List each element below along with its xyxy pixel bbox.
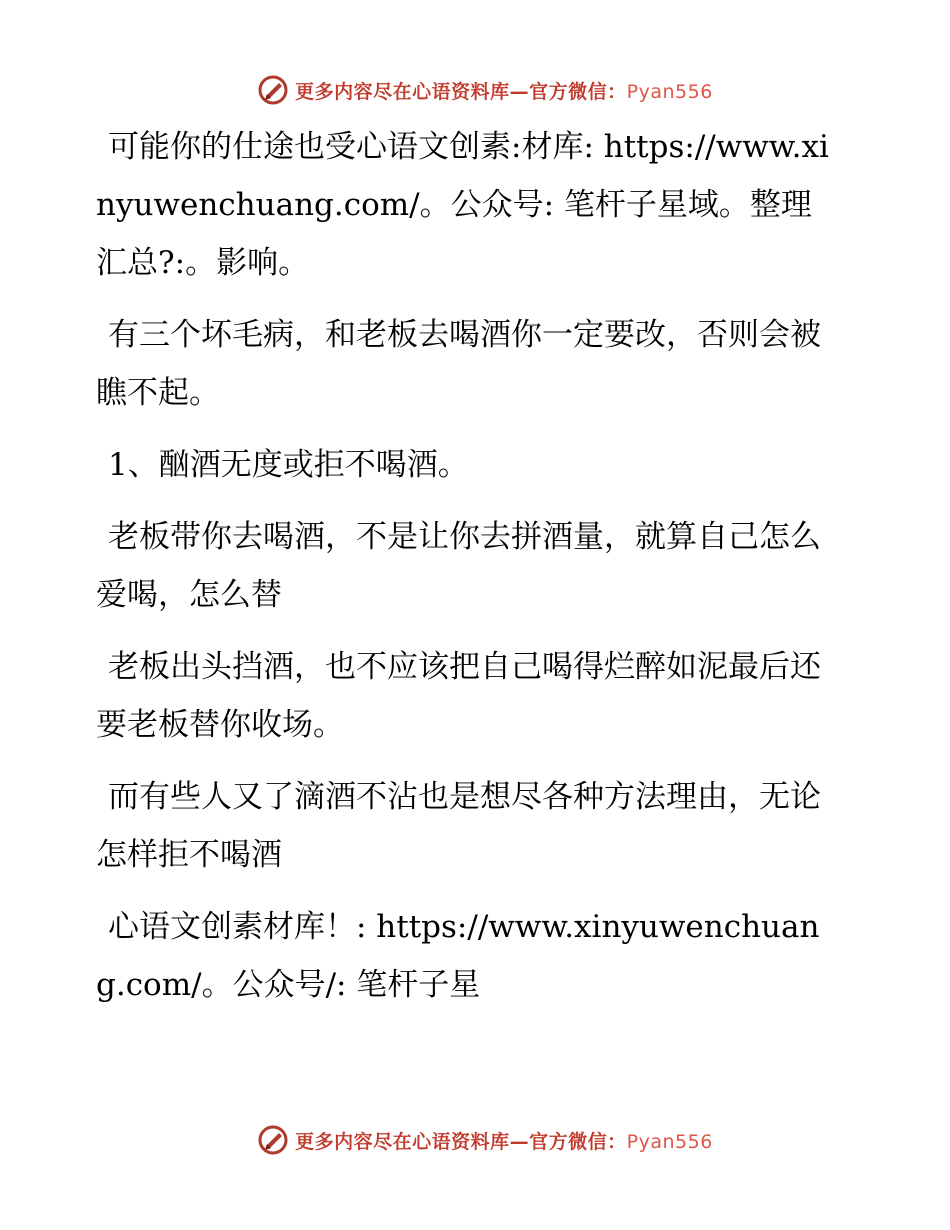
paragraph-6: 而有些人又了滴酒不沾也是想尽各种方法理由，无论怎样拒不喝酒: [96, 779, 821, 873]
paragraph-1: 可能你的仕途也受心语文创素:材库: https://www.xinyuwenchuang.com/。公众号: 笔杆子星域。整理汇总?:。影响。: [96, 129, 829, 281]
footer-wechat-id: Pyan556: [626, 1130, 713, 1153]
pen-logo-icon: [257, 1124, 289, 1156]
header-banner: [0, 70, 950, 110]
pen-logo-icon: [257, 74, 289, 106]
footer-banner-text: 更多内容尽在心语资料库—官方微信：Pyan556: [295, 1130, 713, 1153]
document-body: [96, 118, 836, 1028]
footer-banner: [0, 1120, 950, 1160]
header-wechat-id: Pyan556: [626, 80, 713, 103]
paragraph-3: 1、酗酒无度或拒不喝酒。: [108, 447, 469, 483]
paragraph-4: 老板带你去喝酒，不是让你去拼酒量，就算自己怎么爱喝，怎么替: [96, 519, 821, 613]
header-banner-text: 更多内容尽在心语资料库—官方微信：Pyan556: [295, 80, 713, 103]
paragraph-7: 心语文创素材库！: https://www.xinyuwenchuang.com/。公众号/: 笔杆子星: [96, 909, 820, 1003]
paragraph-2: 有三个坏毛病，和老板去喝酒你一定要改，否则会被瞧不起。: [96, 317, 821, 411]
paragraph-5: 老板出头挡酒，也不应该把自己喝得烂醉如泥最后还要老板替你收场。: [96, 649, 821, 743]
